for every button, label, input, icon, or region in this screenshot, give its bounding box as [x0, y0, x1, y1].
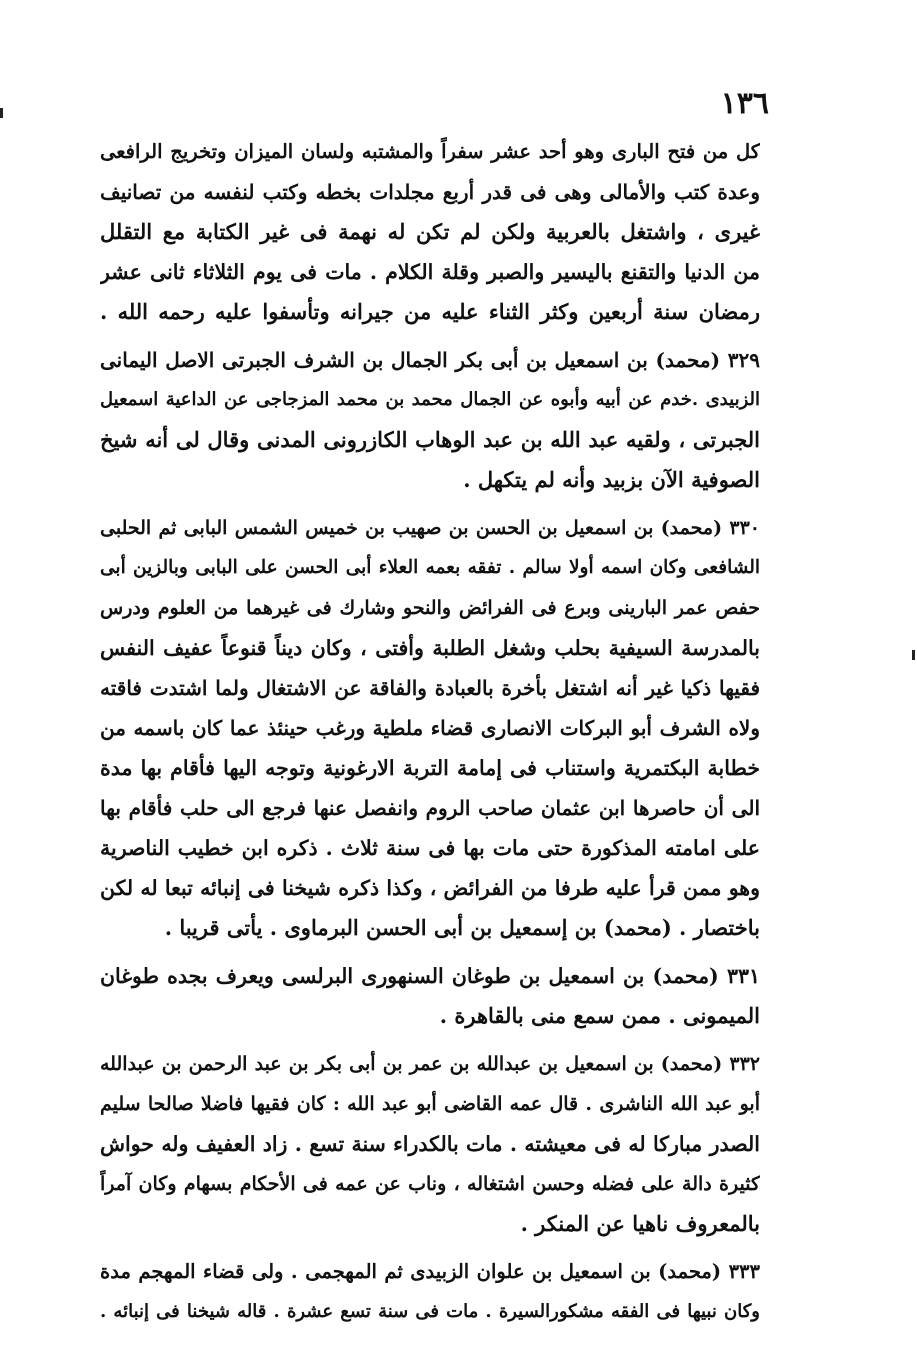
text-line: وكان نبيها فى الفقه مشكورالسيرة . مات فى سنة تسع عشرة . قاله شيخنا فى إنبائه .	[100, 1301, 760, 1322]
text-line: فقيها ذكيا غير أنه اشتغل بأخرة بالعبادة والفاقة عن الاشتغال ولما اشتدت فاقته	[100, 676, 760, 700]
text-line: ٣٣٠ (محمد) بن اسمعيل بن الحسن بن صهيب بن خميس الشمس البابى ثم الحلبى	[100, 517, 760, 539]
left-margin-mark	[0, 108, 3, 118]
text-line: خطابة البكتمرية واستناب فى إمامة التربة الارغونية وتوجه اليها فأقام بها مدة	[100, 756, 760, 780]
text-line: الميمونى . ممن سمع منى بالقاهرة .	[439, 1003, 760, 1028]
text-line: ٣٣٣ (محمد) بن اسمعيل بن علوان الزبيدى ثم المهجمى . ولى قضاء المهجم مدة	[100, 1260, 760, 1283]
text-line: حفص عمر البارينى وبرع فى الفرائض والنحو وشارك فى غيرهما من العلوم ودرس	[100, 597, 760, 619]
entry-continuation	[100, 132, 760, 332]
text-line: بالمعروف ناهيا عن المنكر .	[520, 1211, 760, 1236]
text-line: رمضان سنة أربعين وكثر الثناء عليه من جيرانه وتأسفوا عليه رحمه الله .	[100, 299, 760, 324]
text-line: الى أن حاصرها ابن عثمان صاحب الروم وانفصل عنها فرجع الى حلب فأقام بها	[100, 796, 760, 820]
entry-332	[100, 1044, 760, 1244]
text-line: كثيرة دالة على فضله وحسن اشتغاله ، وناب عن عمه فى الأحكام بسهام وكان آمراً	[100, 1173, 760, 1195]
text-line: كل من فتح البارى وهو أحد عشر سفراً والمشتبه ولسان الميزان وتخريج الرافعى	[100, 140, 760, 163]
entry-333	[100, 1252, 760, 1332]
text-line: الصدر مباركا له فى معيشته . مات بالكدراء سنة تسع . زاد العفيف وله حواش	[100, 1132, 760, 1156]
text-line: باختصار . (محمد) بن إسمعيل بن أبى الحسن البرماوى . يأتى قريبا .	[164, 915, 760, 940]
text-line: وعدة كتب والأمالى وهى فى قدر أربع مجلدات بخطه وكتب لنفسه من تصانيف	[100, 180, 760, 204]
text-line: على امامته المذكورة حتى مات بها فى سنة ثلاث . ذكره ابن خطيب الناصرية	[100, 836, 760, 860]
entry-331	[100, 956, 760, 1036]
page-number: ١٣٦	[720, 86, 769, 121]
text-line: الشافعى وكان اسمه أولا سالم . تفقه بعمه العلاء أبى الحسن على البابى وبالزين أبى	[100, 557, 760, 578]
text-line: من الدنيا والتقنع باليسير والصبر وقلة الكلام . مات فى يوم الثلاثاء ثانى عشر	[100, 260, 760, 284]
right-margin-mark	[912, 650, 915, 660]
text-line: ٣٣٢ (محمد) بن اسمعيل بن عبدالله بن عمر بن أبى بكر بن عبد الرحمن بن عبدالله	[100, 1053, 760, 1075]
page-body	[100, 132, 760, 1332]
text-line: بالمدرسة السيفية بحلب وشغل الطلبة وأفتى ، وكان ديناً قنوعاً عفيف النفس	[100, 636, 760, 660]
text-line: الزبيدى .خدم عن أبيه وأبوه عن الجمال محمد بن محمد المزجاجى عن الداعية اسمعيل	[100, 389, 760, 410]
text-line: ولاه الشرف أبو البركات الانصارى قضاء ملطية ورغب حينئذ عما كان باسمه من	[100, 716, 760, 740]
text-line: ٣٢٩ (محمد) بن اسمعيل بن أبى بكر الجمال بن الشرف الجبرتى الاصل اليمانى	[100, 348, 760, 372]
text-line: ٣٣١ (محمد) بن اسمعيل بن طوغان السنهورى البرلسى ويعرف بجده طوغان	[100, 964, 760, 988]
text-line: الصوفية الآن بزبيد وأنه لم يتكهل .	[463, 467, 760, 492]
text-line: الجبرتى ، ولقيه عبد الله بن عبد الوهاب الكازرونى المدنى وقال لى أنه شيخ	[100, 427, 760, 452]
text-line: وهو ممن قرأ عليه طرفا من الفرائض ، وكذا ذكره شيخنا فى إنبائه تبعا له لكن	[100, 876, 760, 900]
entry-330	[100, 508, 760, 948]
text-line: أبو عبد الله الناشرى . قال عمه القاضى أبو عبد الله : كان فقيها فاضلا صالحا سليم	[100, 1093, 760, 1115]
entry-329	[100, 340, 760, 500]
text-line: غيرى ، واشتغل بالعربية ولكن لم تكن له نهمة فى غير الكتابة مع التقلل	[100, 219, 760, 244]
